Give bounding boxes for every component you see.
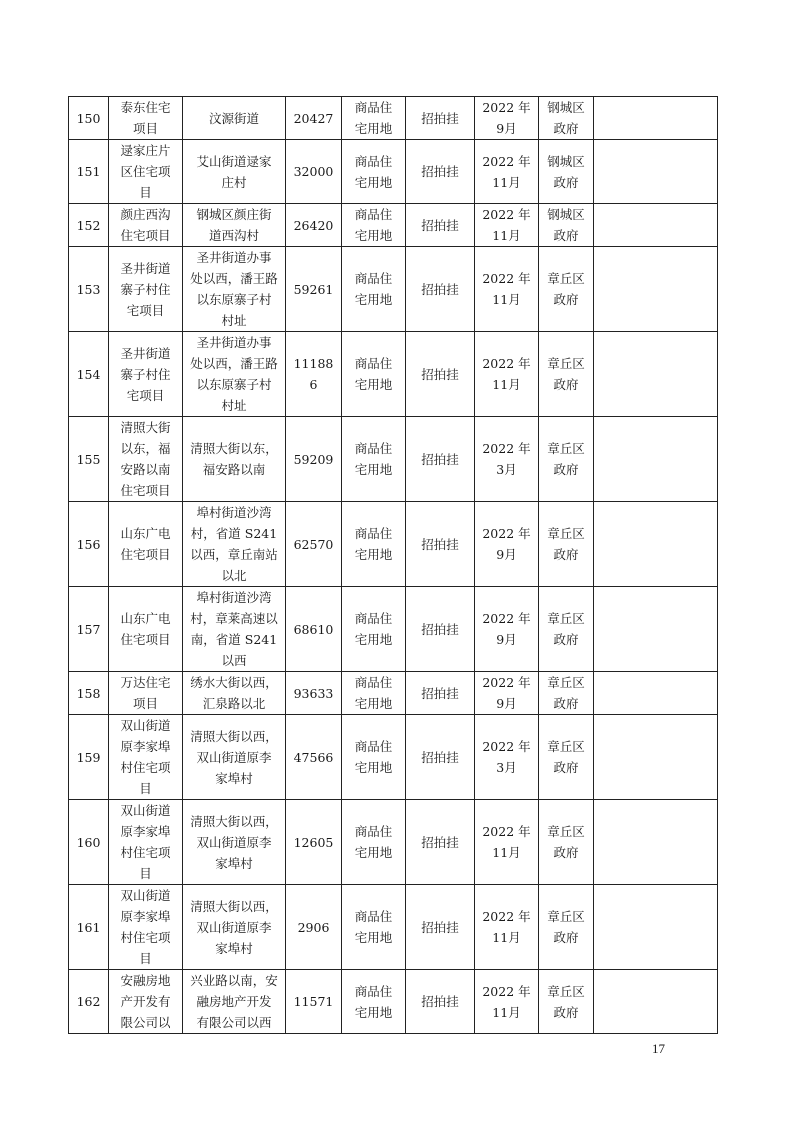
table-row bbox=[69, 885, 718, 970]
cell-date: 2022 年 11月 bbox=[475, 885, 539, 970]
cell-area: 59261 bbox=[286, 247, 342, 332]
table-row bbox=[69, 140, 718, 204]
cell-method: 招拍挂 bbox=[406, 204, 475, 247]
cell-dept: 章丘区 政府 bbox=[539, 885, 594, 970]
table-row bbox=[69, 587, 718, 672]
cell-date: 2022 年 11月 bbox=[475, 204, 539, 247]
cell-no: 155 bbox=[69, 417, 109, 502]
cell-note bbox=[594, 502, 718, 587]
cell-date: 2022 年 9月 bbox=[475, 502, 539, 587]
cell-method: 招拍挂 bbox=[406, 140, 475, 204]
cell-dept: 章丘区 政府 bbox=[539, 800, 594, 885]
cell-method: 招拍挂 bbox=[406, 587, 475, 672]
cell-use: 商品住 宅用地 bbox=[342, 140, 406, 204]
cell-method: 招拍挂 bbox=[406, 97, 475, 140]
cell-dept: 钢城区 政府 bbox=[539, 204, 594, 247]
cell-no: 162 bbox=[69, 970, 109, 1034]
cell-method: 招拍挂 bbox=[406, 885, 475, 970]
cell-location: 兴业路以南，安 融房地产开发 有限公司以西 bbox=[183, 970, 286, 1034]
cell-area: 20427 bbox=[286, 97, 342, 140]
cell-note bbox=[594, 140, 718, 204]
cell-dept: 钢城区 政府 bbox=[539, 140, 594, 204]
cell-location: 艾山街道逯家 庄村 bbox=[183, 140, 286, 204]
cell-method: 招拍挂 bbox=[406, 970, 475, 1034]
page-number: 17 bbox=[652, 1041, 665, 1056]
table-row bbox=[69, 97, 718, 140]
cell-use: 商品住 宅用地 bbox=[342, 204, 406, 247]
cell-no: 153 bbox=[69, 247, 109, 332]
cell-use: 商品住 宅用地 bbox=[342, 800, 406, 885]
cell-area: 2906 bbox=[286, 885, 342, 970]
cell-name: 圣井街道 寨子村住 宅项目 bbox=[109, 247, 183, 332]
cell-name: 双山街道 原李家埠 村住宅项 目 bbox=[109, 800, 183, 885]
cell-use: 商品住 宅用地 bbox=[342, 247, 406, 332]
cell-use: 商品住 宅用地 bbox=[342, 502, 406, 587]
cell-use: 商品住 宅用地 bbox=[342, 970, 406, 1034]
cell-date: 2022 年 11月 bbox=[475, 970, 539, 1034]
cell-method: 招拍挂 bbox=[406, 332, 475, 417]
cell-dept: 章丘区 政府 bbox=[539, 332, 594, 417]
cell-date: 2022 年 9月 bbox=[475, 672, 539, 715]
cell-method: 招拍挂 bbox=[406, 672, 475, 715]
cell-location: 清照大街以西， 双山街道原李 家埠村 bbox=[183, 715, 286, 800]
cell-location: 埠村街道沙湾 村，章莱高速以 南，省道 S241 以西 bbox=[183, 587, 286, 672]
cell-location: 圣井街道办事 处以西，潘王路 以东原寨子村 村址 bbox=[183, 247, 286, 332]
cell-note bbox=[594, 970, 718, 1034]
cell-location: 清照大街以西， 双山街道原李 家埠村 bbox=[183, 885, 286, 970]
cell-note bbox=[594, 587, 718, 672]
cell-name: 颜庄西沟 住宅项目 bbox=[109, 204, 183, 247]
cell-note bbox=[594, 672, 718, 715]
cell-date: 2022 年 11月 bbox=[475, 247, 539, 332]
cell-dept: 章丘区 政府 bbox=[539, 417, 594, 502]
table-row bbox=[69, 800, 718, 885]
cell-dept: 章丘区 政府 bbox=[539, 502, 594, 587]
table-row bbox=[69, 672, 718, 715]
land-supply-table bbox=[68, 96, 718, 1034]
cell-use: 商品住 宅用地 bbox=[342, 97, 406, 140]
cell-location: 汶源街道 bbox=[183, 97, 286, 140]
table-row bbox=[69, 502, 718, 587]
cell-use: 商品住 宅用地 bbox=[342, 715, 406, 800]
table-row bbox=[69, 332, 718, 417]
cell-method: 招拍挂 bbox=[406, 502, 475, 587]
cell-dept: 章丘区 政府 bbox=[539, 970, 594, 1034]
cell-dept: 钢城区 政府 bbox=[539, 97, 594, 140]
table-row bbox=[69, 247, 718, 332]
cell-note bbox=[594, 332, 718, 417]
cell-dept: 章丘区 政府 bbox=[539, 672, 594, 715]
cell-use: 商品住 宅用地 bbox=[342, 587, 406, 672]
cell-location: 圣井街道办事 处以西，潘王路 以东原寨子村 村址 bbox=[183, 332, 286, 417]
cell-dept: 章丘区 政府 bbox=[539, 587, 594, 672]
cell-name: 山东广电 住宅项目 bbox=[109, 502, 183, 587]
cell-use: 商品住 宅用地 bbox=[342, 417, 406, 502]
cell-location: 清照大街以西， 双山街道原李 家埠村 bbox=[183, 800, 286, 885]
cell-method: 招拍挂 bbox=[406, 715, 475, 800]
cell-date: 2022 年 9月 bbox=[475, 97, 539, 140]
cell-no: 157 bbox=[69, 587, 109, 672]
cell-no: 156 bbox=[69, 502, 109, 587]
cell-name: 双山街道 原李家埠 村住宅项 目 bbox=[109, 885, 183, 970]
cell-area: 93633 bbox=[286, 672, 342, 715]
cell-name: 双山街道 原李家埠 村住宅项 目 bbox=[109, 715, 183, 800]
cell-no: 150 bbox=[69, 97, 109, 140]
cell-date: 2022 年 11月 bbox=[475, 140, 539, 204]
cell-area: 62570 bbox=[286, 502, 342, 587]
cell-method: 招拍挂 bbox=[406, 800, 475, 885]
cell-name: 清照大街 以东，福 安路以南 住宅项目 bbox=[109, 417, 183, 502]
table-body bbox=[69, 97, 718, 1034]
cell-name: 逯家庄片 区住宅项 目 bbox=[109, 140, 183, 204]
cell-area: 68610 bbox=[286, 587, 342, 672]
cell-area: 47566 bbox=[286, 715, 342, 800]
cell-date: 2022 年 3月 bbox=[475, 715, 539, 800]
cell-area: 11188 6 bbox=[286, 332, 342, 417]
cell-use: 商品住 宅用地 bbox=[342, 332, 406, 417]
cell-date: 2022 年 11月 bbox=[475, 332, 539, 417]
cell-name: 泰东住宅 项目 bbox=[109, 97, 183, 140]
cell-no: 152 bbox=[69, 204, 109, 247]
cell-method: 招拍挂 bbox=[406, 247, 475, 332]
cell-name: 万达住宅 项目 bbox=[109, 672, 183, 715]
cell-name: 圣井街道 寨子村住 宅项目 bbox=[109, 332, 183, 417]
cell-no: 161 bbox=[69, 885, 109, 970]
cell-date: 2022 年 11月 bbox=[475, 800, 539, 885]
cell-no: 151 bbox=[69, 140, 109, 204]
table-row bbox=[69, 715, 718, 800]
cell-area: 59209 bbox=[286, 417, 342, 502]
cell-use: 商品住 宅用地 bbox=[342, 672, 406, 715]
table-row bbox=[69, 970, 718, 1034]
cell-area: 32000 bbox=[286, 140, 342, 204]
cell-no: 160 bbox=[69, 800, 109, 885]
cell-name: 安融房地 产开发有 限公司以 bbox=[109, 970, 183, 1034]
cell-no: 154 bbox=[69, 332, 109, 417]
cell-no: 159 bbox=[69, 715, 109, 800]
cell-area: 11571 bbox=[286, 970, 342, 1034]
cell-area: 26420 bbox=[286, 204, 342, 247]
cell-note bbox=[594, 97, 718, 140]
cell-area: 12605 bbox=[286, 800, 342, 885]
cell-location: 绣水大街以西， 汇泉路以北 bbox=[183, 672, 286, 715]
table-row bbox=[69, 204, 718, 247]
cell-location: 钢城区颜庄街 道西沟村 bbox=[183, 204, 286, 247]
cell-note bbox=[594, 417, 718, 502]
cell-location: 清照大街以东， 福安路以南 bbox=[183, 417, 286, 502]
cell-location: 埠村街道沙湾 村，省道 S241 以西，章丘南站 以北 bbox=[183, 502, 286, 587]
cell-date: 2022 年 9月 bbox=[475, 587, 539, 672]
cell-note bbox=[594, 204, 718, 247]
cell-dept: 章丘区 政府 bbox=[539, 247, 594, 332]
cell-dept: 章丘区 政府 bbox=[539, 715, 594, 800]
cell-use: 商品住 宅用地 bbox=[342, 885, 406, 970]
table-row bbox=[69, 417, 718, 502]
cell-note bbox=[594, 247, 718, 332]
cell-note bbox=[594, 885, 718, 970]
cell-date: 2022 年 3月 bbox=[475, 417, 539, 502]
cell-name: 山东广电 住宅项目 bbox=[109, 587, 183, 672]
cell-method: 招拍挂 bbox=[406, 417, 475, 502]
cell-note bbox=[594, 800, 718, 885]
cell-note bbox=[594, 715, 718, 800]
cell-no: 158 bbox=[69, 672, 109, 715]
